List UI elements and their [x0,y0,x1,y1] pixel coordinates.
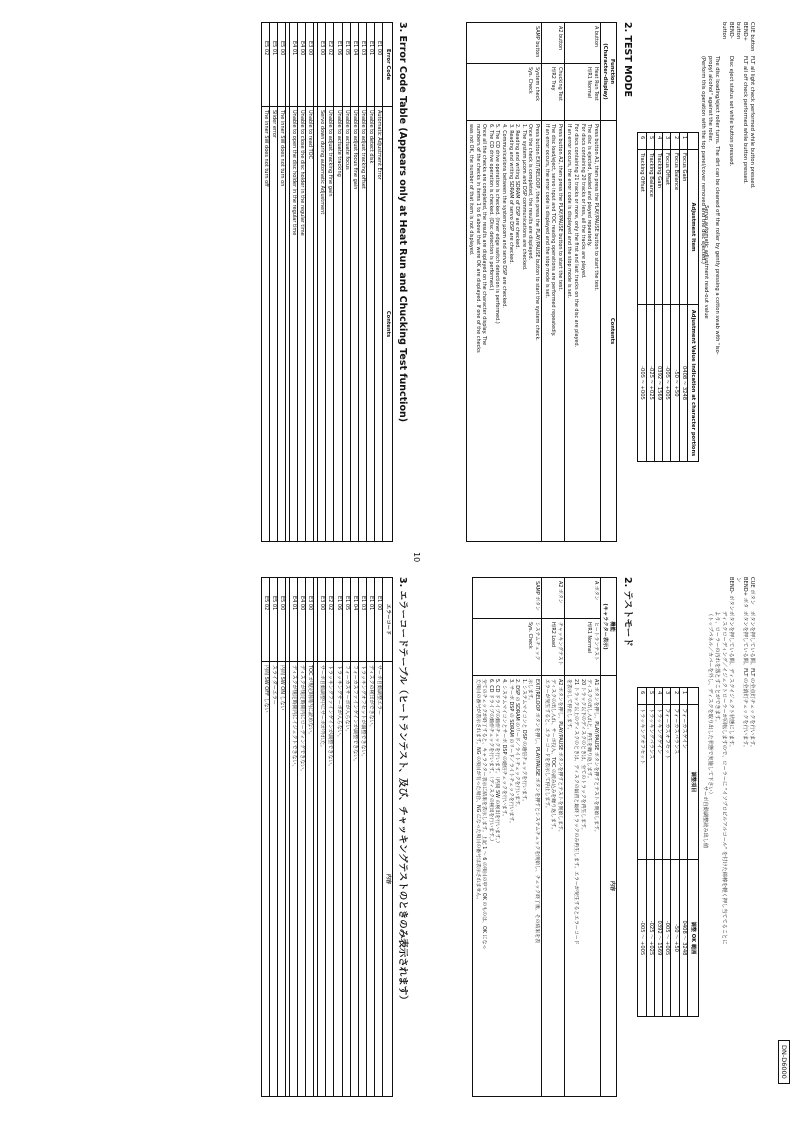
function-contents-line: For discs containing 20 tracks or less, all the tracks are played. [579,124,586,279]
error-description: ディスクの検出ができない。 [366,662,374,1097]
function-display-line: Sys. Check [527,67,534,94]
error-code: E1 01 [366,23,374,107]
function-display [542,619,565,676]
error-row [350,23,358,542]
error-table-heading: 3. エラーコードテーブル（ヒートランテスト、及び、チャッキングテストのときのみ表示されます） [397,577,408,1005]
servo-row [646,133,654,462]
function-contents-line: If an error occurs, the error code is displayed and the stop mode is set. [566,124,573,299]
gap-cell [314,578,318,662]
servo-row-item: Focus Offset [663,150,671,305]
error-row [277,23,285,542]
servo-row-value: -005 ~ +005 [663,305,671,462]
servo-row-number: 1 [679,688,687,705]
function-display [466,64,542,121]
error-row [366,23,374,542]
error-code: E5 00 [277,23,285,107]
function-button: SAMP button [466,23,542,64]
error-description: フォーカスサーボが入らない。 [342,662,350,1097]
error-description: Unable to actuate tracking [334,107,342,542]
function-button: A2 button [542,23,565,64]
button-description: Disc eject status set while button pressed. [728,56,734,167]
intro-row [748,577,755,1097]
servo-row-item: トラッキングゲイン [654,705,662,860]
error-description: ディスクが規定時間内にローディングできない。 [298,662,306,1097]
servo-row-item: フォーカスオフセット [663,705,671,860]
function-header [600,578,616,676]
error-table-heading: 3. Error Code Table (Appears only at Heat Run and Chucking Test function) [397,22,408,423]
function-row [542,23,565,542]
servo-header-blank [688,688,699,705]
function-header-sub: (キャラクター表示) [602,603,609,650]
error-row [269,578,277,1097]
gap-cell [285,662,289,1097]
function-contents-line: Press button EXIT/RELOOP, then press the PLAY/PAUSE button to start the system check. [534,124,541,341]
function-display-line: システムチェック [534,622,541,661]
servo-row [671,133,679,462]
function-row [542,578,565,1097]
error-row [261,578,269,1097]
error-row [269,23,277,542]
error-description: サーボ自動調整中にサーボが外れた。 [318,662,326,1097]
error-code: E1 01 [366,578,374,662]
function-display [473,619,542,676]
function-row [473,578,542,1097]
gap-cell [285,107,289,542]
function-header-label: 機能 [609,621,615,632]
function-header-row [600,578,616,1097]
servo-row-value: -025 ~ +025 [646,305,654,462]
error-description: Slider error [269,107,277,542]
function-header-sub: (Character-display) [602,43,609,100]
error-row [261,23,269,542]
function-display [542,64,565,121]
intro-note: ディスクローディング／イジェクトローラーが回転しますので、ローラーに "イソプロピルアルコール" を付けた綿棒を軽く押し当ててることに [721,611,727,945]
servo-table [637,132,699,462]
error-code: E1 00 [374,578,382,662]
error-group-gap [285,23,289,542]
function-display-line: チャッキングテスト [556,622,563,666]
function-contents-line: 5. The CD drive operation is checked. (Inner edge switch detection is performed.) [494,124,501,324]
function-header-row [600,23,616,542]
button-name: CUE button [749,22,755,52]
error-code: E5 01 [269,578,277,662]
servo-row [663,688,671,1017]
intro-note: The disc loading/eject roller turns. The dirt can be cleaned off the roller by gently pressing a cotton swab with "iso- [714,56,720,355]
error-code: E5 02 [261,23,269,107]
intro-note: より、ローラーの汚れを落とすことができます。 [714,611,720,725]
contents-header: Contents [600,121,616,542]
function-display-line: H/R1 Normal [586,622,593,654]
function-contents-line: 1. システムマイコンと DSP の通信チェックを行います。 [520,679,527,805]
function-contents-line: For discs containing 21 tracks or more, only the first and last tracks on the disc are played. [573,124,580,348]
error-code: E1 05 [342,23,350,107]
page-number: 10 [412,552,421,563]
error-row [374,578,382,1097]
error-row [318,23,326,542]
error-description: The inner SW does not turn on [277,107,285,542]
function-display-line: Sys. Check [527,622,534,649]
servo-row-item: Focus Balance [671,150,679,305]
error-row [366,578,374,1097]
servo-row-item: Tracking Gain [654,150,662,305]
servo-row-item: Focus Gain [679,150,687,305]
servo-header-item: 調整項目 [688,705,699,860]
servo-row-item: フォーカスバランス [671,705,679,860]
error-row [358,578,366,1097]
function-contents-line: 20 トラック以下のディスクのときは、全てのトラックを再生します。 [579,679,586,833]
function-contents-line: エラーが発生すると、エラーコードを表示して停止します。 [543,679,550,811]
servo-header-row [688,133,699,462]
function-contents-line: EXIT/RELOOP ボタンを押し、PLAY/PAUSE ボタンを押すとシステムチェックを開始し、チェック終了後、その結果を表 [534,679,541,944]
function-contents-line: 3. サーボ DSP の SDRAM のリード／ライトチェックを行います。 [507,679,514,826]
error-row [289,23,297,542]
error-description: サーボ自動調整エラー [374,662,382,1097]
servo-row-value: -005 ~ +005 [638,305,646,462]
servo-row [663,133,671,462]
error-description: 内周 SW ON しない [277,662,285,1097]
function-button: A ボタン [564,578,600,619]
servo-row-number: 2 [671,688,679,705]
error-row [298,23,306,542]
servo-table-title: Servo automatic adjustment read-out value [703,205,709,319]
error-row [326,23,334,542]
function-display-line: H/R2 Load [550,622,557,648]
button-name: CUE ボタン [749,577,755,605]
servo-header-blank [688,133,699,150]
servo-row-value: -005 ～ +005 [663,860,671,1017]
button-description: ボタンを押している間、FLT の全消灯チェックを行います。 [742,611,748,751]
function-contents-line: numbers of the checks in items 1 to 6 above that were OK are displayed. If one of the checks [474,124,481,353]
error-description: The inner SW does not turn off [261,107,269,542]
gap-cell [314,23,318,107]
button-description: FLT all off check performed while button pressed. [742,56,748,184]
servo-row [638,688,646,1017]
error-code: E1 00 [374,23,382,107]
intro-row [748,22,755,542]
test-mode-heading: 2. TEST MODE [622,22,633,98]
function-contents-line: 1. The system μcom and DSP communications are checked. [520,124,527,271]
error-row [334,578,342,1097]
error-code: E1 04 [350,578,358,662]
function-display-line: Heat Run Test [592,67,599,101]
test-mode-heading: 2. テストモード [622,577,633,647]
function-contents-line: 示します。 [527,679,534,704]
function-contents-line: Press button A2, then press the PLAY/PAUSE button to start the test. [556,124,563,291]
servo-row-value: -025 ～ +025 [646,860,654,1017]
error-description: Unable to adjust tracking fine gain [326,107,334,542]
function-button: A button [564,23,600,64]
servo-row-number: 4 [654,133,662,150]
error-row [277,578,285,1097]
error-code: E1 03 [358,578,366,662]
function-contents-line: If an error occurs, the error code is displayed and the stop mode is set. [543,124,550,299]
error-code: E1 06 [334,578,342,662]
function-display-line: Chucking Test [556,67,563,101]
error-row [358,23,366,542]
function-contents-line: Press button A1, then press the PLAY/PAUSE button to start the test. [592,124,599,291]
servo-row-number: 2 [671,133,679,150]
servo-row [679,133,687,462]
function-display-line: H/R1 Normal [586,67,593,99]
function-contents-line: を表示して停止します。 [566,679,573,733]
servo-row-value: 0408 ~ 3248 [679,305,687,462]
error-code: E1 06 [334,23,342,107]
servo-row-value: 0392 ～ 1569 [654,860,662,1017]
function-contents-line: 2. DSP の SDRAM のリード／ライトチェックを行います。 [514,679,521,810]
gap-cell [314,107,318,542]
error-code-header: エラーコード [383,578,393,662]
function-header-label: Function [609,58,615,85]
error-header-row [383,23,393,542]
function-row [466,23,542,542]
servo-row-number: 4 [654,688,662,705]
error-code: E4 00 [298,23,306,107]
function-contents-line: was not OK, the number of that item is not displayed. [468,124,475,256]
servo-row-value: 0392 ~ 1569 [654,305,662,462]
gap-cell [285,578,289,662]
button-description: ボタンを押している間、ディスクイジェクト状態にします。 [728,611,734,750]
function-contents [564,676,600,1097]
error-description: フォーカスファインゲインが調整できない。 [350,662,358,1097]
error-row [350,578,358,1097]
error-contents-header: Contents [383,107,393,542]
intro-note: propyl alcohol" against the roller. [707,56,713,143]
function-contents-line: ディスクの出し入れ、サーボ投入、TOC の読み込みを繰り返します。 [550,679,557,833]
error-code-header: Error Code [383,23,393,107]
servo-row [654,688,662,1017]
servo-header-value: 調整 OK 範囲 [688,860,699,1017]
servo-header-row [688,688,699,1017]
function-contents-line: The disc load/eject, servo input and TOC reading operations are performed repeatedly. [550,124,557,337]
error-code: E4 01 [289,578,297,662]
error-description: スライダーエラー [269,662,277,1097]
error-code: E3 00 [306,578,314,662]
error-group-gap [314,23,318,542]
function-row [564,578,600,1097]
servo-row [646,688,654,1017]
error-description: Unable to open the disc holder in the regular time [289,107,297,542]
error-code: E2 02 [326,578,334,662]
error-description: 内周 SW OFF しない [261,662,269,1097]
error-code-table [261,22,393,542]
error-code: E3 00 [306,23,314,107]
servo-row-number: 3 [663,133,671,150]
function-contents [564,121,600,542]
error-description: TOC が規定時間内に読めない。 [306,662,314,1097]
function-contents-line: た項目の番号が表示されます。NG の項目が有った場合、NG になった項目の番号は表示されません。 [474,679,481,903]
error-code: E1 05 [342,578,350,662]
function-contents-line: A1 ボタンを押し、PLAY/PAUSE ボタンを押すとテストを開始します。 [592,679,599,835]
error-row [298,578,306,1097]
error-code: E2 02 [326,23,334,107]
error-header-row [383,578,393,1097]
error-code: E5 02 [261,578,269,662]
function-display [564,619,600,676]
function-contents-line: Once the check is completed, the results are displayed. [527,124,534,261]
function-contents-line: 3. Reading and writing SDRAM of servo DSP are checked. [507,124,514,264]
model-label: DN-D6000 [778,1040,790,1084]
function-row [564,23,600,542]
function-contents-line: 6. The CD drive operation is checked. (Disc detection is performed.) [487,124,494,291]
error-description: Unable to adjust tracking offset [358,107,366,542]
servo-table-title: サーボ自動調整読み出し値 [702,785,708,849]
function-contents-line: The disc is ejected, loaded and played repeatedly. [586,124,593,247]
japanese-half [0,561,793,1122]
button-name: BEND- ボタン [728,577,734,611]
function-contents [466,121,542,542]
function-contents [473,676,542,1097]
error-code: E5 00 [277,578,285,662]
intro-row [734,22,748,542]
function-button: A2 ボタン [542,578,565,619]
error-description: トラッキングファインゲインが調整できない。 [326,662,334,1097]
servo-row-item: トラッキングバランス [646,705,654,860]
servo-row [654,133,662,462]
servo-row-number: 3 [663,688,671,705]
function-display [564,64,600,121]
function-contents-line: 全てのチェックが終了すると、キャラクター表示に結果を表示します。上記 1 ～ 6 の項目の中で OK のものは、OK になっ [481,679,488,950]
servo-row-value: -005 ～ +005 [638,860,646,1017]
error-description: ディスクが規定時間内にイジェクトできない。 [289,662,297,1097]
gap-cell [285,23,289,107]
servo-row-number: 1 [679,133,687,150]
function-contents-line: 2. Reading and writing SDRAM of DSP are checked. [514,124,521,249]
contents-header: 内容 [600,676,616,1097]
error-code: E3 00 [318,23,326,107]
error-description: Unable to close the disc holder in the regular time [298,107,306,542]
servo-row-item: トラッキングオフセット [638,705,646,860]
function-contents-line: A2 ボタンを押し、PLAY/PAUSE ボタンを押すとテストを開始します。 [556,679,563,835]
error-description: Unable to detect disk [366,107,374,542]
button-name: BEND- button [721,22,734,40]
servo-row-value: -50 ～ +50 [671,860,679,1017]
error-code: E5 01 [269,23,277,107]
error-code: E4 00 [298,578,306,662]
servo-header-value: Adjustment Value indication at character portions [688,305,699,462]
servo-row-item: Tracking Balance [646,150,654,305]
function-display-line: H/R2 Tray [550,67,557,91]
function-contents [542,676,565,1097]
error-row [374,23,382,542]
function-display-line: ヒートランテスト [592,622,599,661]
servo-row [679,688,687,1017]
servo-header-item: Adjustment Item [688,150,699,305]
error-code: E4 01 [289,23,297,107]
servo-row-number: 5 [646,688,654,705]
intro-row [734,577,748,1097]
servo-row-item: フォーカスゲイン [679,705,687,860]
error-row [306,578,314,1097]
function-contents-line: ディスクの出し入れと、再生を繰り返します。 [586,679,593,781]
error-description: Unable to adjust focus fine gain [350,107,358,542]
servo-row-item: Tracking Offset [638,150,646,305]
error-description: Unable to actuate focus [342,107,350,542]
error-row [326,578,334,1097]
servo-row-value: -50 ~ +50 [671,305,679,462]
intro-note: （トップパネル／カバーを外し、ディスクを取り出した状態で実施して下さい） [707,611,713,797]
error-code-table [261,577,393,1097]
error-description: Servo down during automatic Adjustment [318,107,326,542]
button-description: ボタンを押している間、FLT の全点灯チェックを行います。 [749,611,755,751]
error-contents-header: 内容 [383,662,393,1097]
function-table [472,577,617,1097]
function-contents-line: 6. CD ドライブの動作チェックを行います。（ディスクの検出を行います。） [487,679,494,844]
error-code: E1 04 [350,23,358,107]
function-button: SAMP ボタン [473,578,542,619]
error-group-gap [314,578,318,1097]
error-description: トラッキングサーボが入らない。 [334,662,342,1097]
error-description: Automatic Adjustment Error [374,107,382,542]
function-table [466,22,617,542]
error-description: Unable to read TOC [306,107,314,542]
function-contents-line: 5. CD ドライブの動作チェックを行います。（内周 SW の検出を行います。） [494,679,501,846]
function-contents [542,121,565,542]
button-name: BEND+ ボタン [735,577,748,609]
intro-row [727,577,734,1097]
error-row [342,578,350,1097]
servo-row-value: 0408 ～ 3248 [679,860,687,1017]
intro-block [706,577,755,1097]
error-row [289,578,297,1097]
gap-cell [314,662,318,1097]
error-row [334,23,342,542]
button-name: BEND+ button [735,22,748,42]
intro-row [720,22,734,542]
function-contents-line: 4. システムマイコンとサーボ DSP の通信チェックを行います。 [501,679,508,819]
intro-note: (Perform this operation with the top panel/cover removed and the disc ejected.) [700,56,706,264]
error-code: E3 00 [318,578,326,662]
error-row [318,578,326,1097]
function-header [600,23,616,121]
error-description: トラッキングオフセットが調整できない。 [358,662,366,1097]
error-group-gap [285,578,289,1097]
error-code: E1 03 [358,23,366,107]
servo-row [671,688,679,1017]
function-contents-line: 21 トラック以上のディスクのときは、ディスクの最初と最終トラックのみ再生します。エラーが発生するとエラーコード [573,679,580,945]
servo-row-number: 5 [646,133,654,150]
function-contents-line: Once all the checks are completed, the results are displayed on the character display. The [481,124,488,346]
servo-table [637,687,699,1017]
button-description: FLT all light check performed while button pressed. [749,56,755,189]
servo-row-number: 6 [638,688,646,705]
function-contents-line: 4. Communications between the system μcom and servo DSP are checked. [501,124,508,308]
servo-row-number: 6 [638,133,646,150]
servo-row [638,133,646,462]
error-row [342,23,350,542]
function-display-line: System check [534,67,541,102]
error-row [306,23,314,542]
